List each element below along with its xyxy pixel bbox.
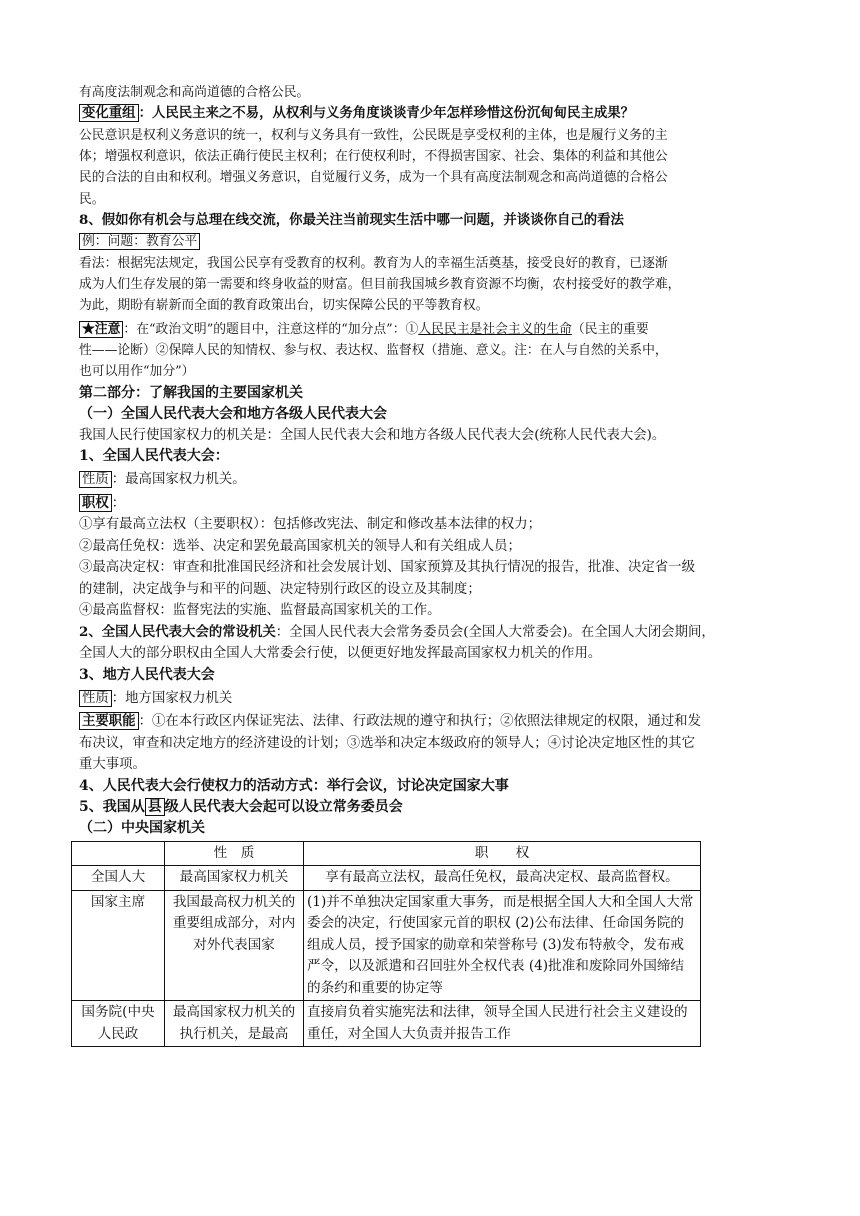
- restructure-tag: 变化重组: [79, 104, 139, 122]
- question-8-view: 看法：根据宪法规定，我国公民享有受教育的权利。教育为人的幸福生活奠基，接受良好的教育，已逐渐: [79, 255, 668, 271]
- npc-power-item: ②最高任免权：选举、决定和罢免最高国家机关的领导人和有关组成人员；: [79, 538, 521, 554]
- table-cell: 国务院(中央人民政: [72, 1001, 165, 1047]
- county-text-a: 5、我国从: [79, 798, 145, 815]
- heading-npc: 1、全国人民代表大会：: [79, 448, 229, 465]
- standing-committee-heading: 2、全国人民代表大会的常设机关: [79, 623, 276, 640]
- table-header-row: [72, 841, 701, 866]
- local-function-line: 布决议，审查和决定地方的经济建设的计划；③选举和决定本级政府的领导人；④讨论决定地区性的其它: [79, 735, 695, 751]
- restructure-answer-line: 公民意识是权利义务意识的统一，权利与义务具有一致性，公民既是享受权利的主体，也是履行义务的主: [79, 127, 668, 143]
- county-box: 县: [145, 798, 165, 816]
- powers-colon: ：: [111, 495, 126, 511]
- nature-tag: 性质: [79, 471, 112, 488]
- note-text-1: ：在“政治文明”的题目中，注意这样的“加分点”：①: [123, 321, 419, 337]
- table-row: [72, 1001, 701, 1047]
- standing-committee: [79, 622, 789, 644]
- table-header: 职 权: [304, 841, 701, 866]
- local-function: [79, 711, 789, 733]
- note-underlined: 人民民主是社会主义的生命: [418, 321, 572, 337]
- standing-committee-line-2: 全国人大的部分职权由全国人大常委会行使，以便更好地发挥最高国家权力机关的作用。: [79, 646, 602, 662]
- npc-power-item: ④最高监督权：监督宪法的实施、监督最高国家机关的工作。: [79, 603, 441, 619]
- local-nature-text: ：地方国家权力机关: [111, 690, 233, 706]
- table-cell: (1)并不单独决定国家重大事务，而是根据全国人大和全国人大常委会的决定，行使国家元首的职权 (2)公布法律、任命国务院的组成人员，授予国家的勋章和荣誉称号 (3)发布特赦令，发布戒严令，以及派遣和召回驻外全权代表 (4)批准和废除同外国缔结的条约和重要的协定等: [304, 890, 701, 1001]
- county-text-b: 级人民代表大会起可以设立常务委员会: [164, 798, 403, 815]
- restructure-answer-line: 体；增强权利意识，依法正确行使民主权利；在行使权利时，不得损害国家、社会、集体的利益和其他公: [79, 149, 668, 165]
- npc-power-item: ①享有最高立法权（主要职权）：包括修改宪法、制定和修改基本法律的权力；: [79, 517, 541, 533]
- question-8-view: 成为人们生存发展的第一需要和终身收益的财富。但目前我国城乡教育资源不均衡，农村接受好的教学难，: [79, 277, 681, 293]
- local-function-text: ：①在本行政区内保证宪法、法律、行政法规的遵守和执行；②依照法律规定的权限，通过和发: [138, 714, 701, 730]
- table-cell: 最高国家权力机关的执行机关，是最高: [165, 1001, 304, 1047]
- question-8: 8、假如你有机会与总理在线交流，你最关注当前现实生活中哪一问题，并谈谈你自己的看法: [79, 211, 624, 228]
- npc-nature: [79, 469, 789, 491]
- local-function-line: 重大事项。: [79, 757, 146, 773]
- heading-county-level: [79, 797, 789, 818]
- npc-power-item: 的建制，决定战争与和平的问题、决定特别行政区的设立及其制度；: [79, 581, 481, 597]
- heading-local-congress: 3、地方人民代表大会: [79, 666, 215, 683]
- standing-committee-text: ：全国人民代表大会常务委员会(全国人大常委会)。在全国人大闭会期间，: [275, 624, 715, 640]
- document-page: [79, 82, 789, 1047]
- central-organs-table: [71, 841, 701, 1048]
- restructure-answer-line: 民。: [79, 191, 105, 207]
- example-box: 例：问题：教育公平: [79, 233, 200, 250]
- note-line-3: 也可以用作“加分”）: [79, 364, 195, 380]
- table-cell: 享有最高立法权，最高任免权，最高决定权、最高监督权。: [304, 866, 701, 891]
- question-8-view: 为此，期盼有崭新而全面的教育政策出台，切实保障公民的平等教育权。: [79, 298, 489, 314]
- table-cell: 最高国家权力机关: [165, 866, 304, 891]
- local-nature: [79, 688, 789, 710]
- table-cell: 直接肩负着实施宪法和法律，领导全国人民进行社会主义建设的重任，对全国人大负责并报告工作: [304, 1001, 701, 1047]
- powers-tag: 职权: [79, 494, 112, 512]
- npc-power-item: ③最高决定权：审查和批准国民经济和社会发展计划、国家预算及其执行情况的报告，批准、决定省一级: [79, 560, 695, 576]
- table-row: [72, 866, 701, 891]
- restructure-question: [79, 103, 789, 125]
- table-cell: 我国最高权力机关的重要组成部分，对内对外代表国家: [165, 890, 304, 1001]
- table-cell: 全国人大: [72, 866, 165, 891]
- organs-statement: 我国人民行使国家权力的机关是：全国人民代表大会和地方各级人民代表大会(统称人民代表大会)。: [79, 427, 666, 443]
- part2-subtitle-2: （二）中央国家机关: [79, 819, 205, 836]
- table-row: [72, 890, 701, 1001]
- intro-tail: 有高度法制观念和高尚道德的合格公民。: [79, 85, 310, 100]
- restructure-question-text: ：人民民主来之不易，从权利与义务角度谈谈青少年怎样珍惜这份沉甸甸民主成果？: [138, 105, 635, 122]
- part2-title: 第二部分：了解我国的主要国家机关: [79, 384, 303, 401]
- note-line-2: 性——论断）②保障人民的知情权、参与权、表达权、监督权（措施、意义。注：在人与自然的关系中，: [79, 342, 668, 358]
- table-header: 性 质: [165, 841, 304, 866]
- note-text-2: （民主的重要: [571, 321, 649, 337]
- part2-subtitle-1: （一）全国人民代表大会和地方各级人民代表大会: [79, 405, 387, 422]
- note-tag: ★注意: [79, 321, 123, 338]
- table-cell: 国家主席: [72, 890, 165, 1001]
- note-line: [79, 319, 789, 340]
- nature-text: ：最高国家权力机关。: [111, 472, 246, 488]
- heading-activity-mode: 4、人民代表大会行使权力的活动方式：举行会议，讨论决定国家大事: [79, 777, 509, 794]
- npc-powers-label: [79, 493, 789, 515]
- local-function-tag: 主要职能: [79, 712, 139, 730]
- question-8-example: [79, 231, 789, 252]
- table-header: [72, 841, 165, 866]
- restructure-answer-line: 民的合法的自由和权利。增强义务意识，自觉履行义务，成为一个具有高度法制观念和高尚道德的合格公: [79, 170, 668, 186]
- local-nature-tag: 性质: [79, 690, 112, 707]
